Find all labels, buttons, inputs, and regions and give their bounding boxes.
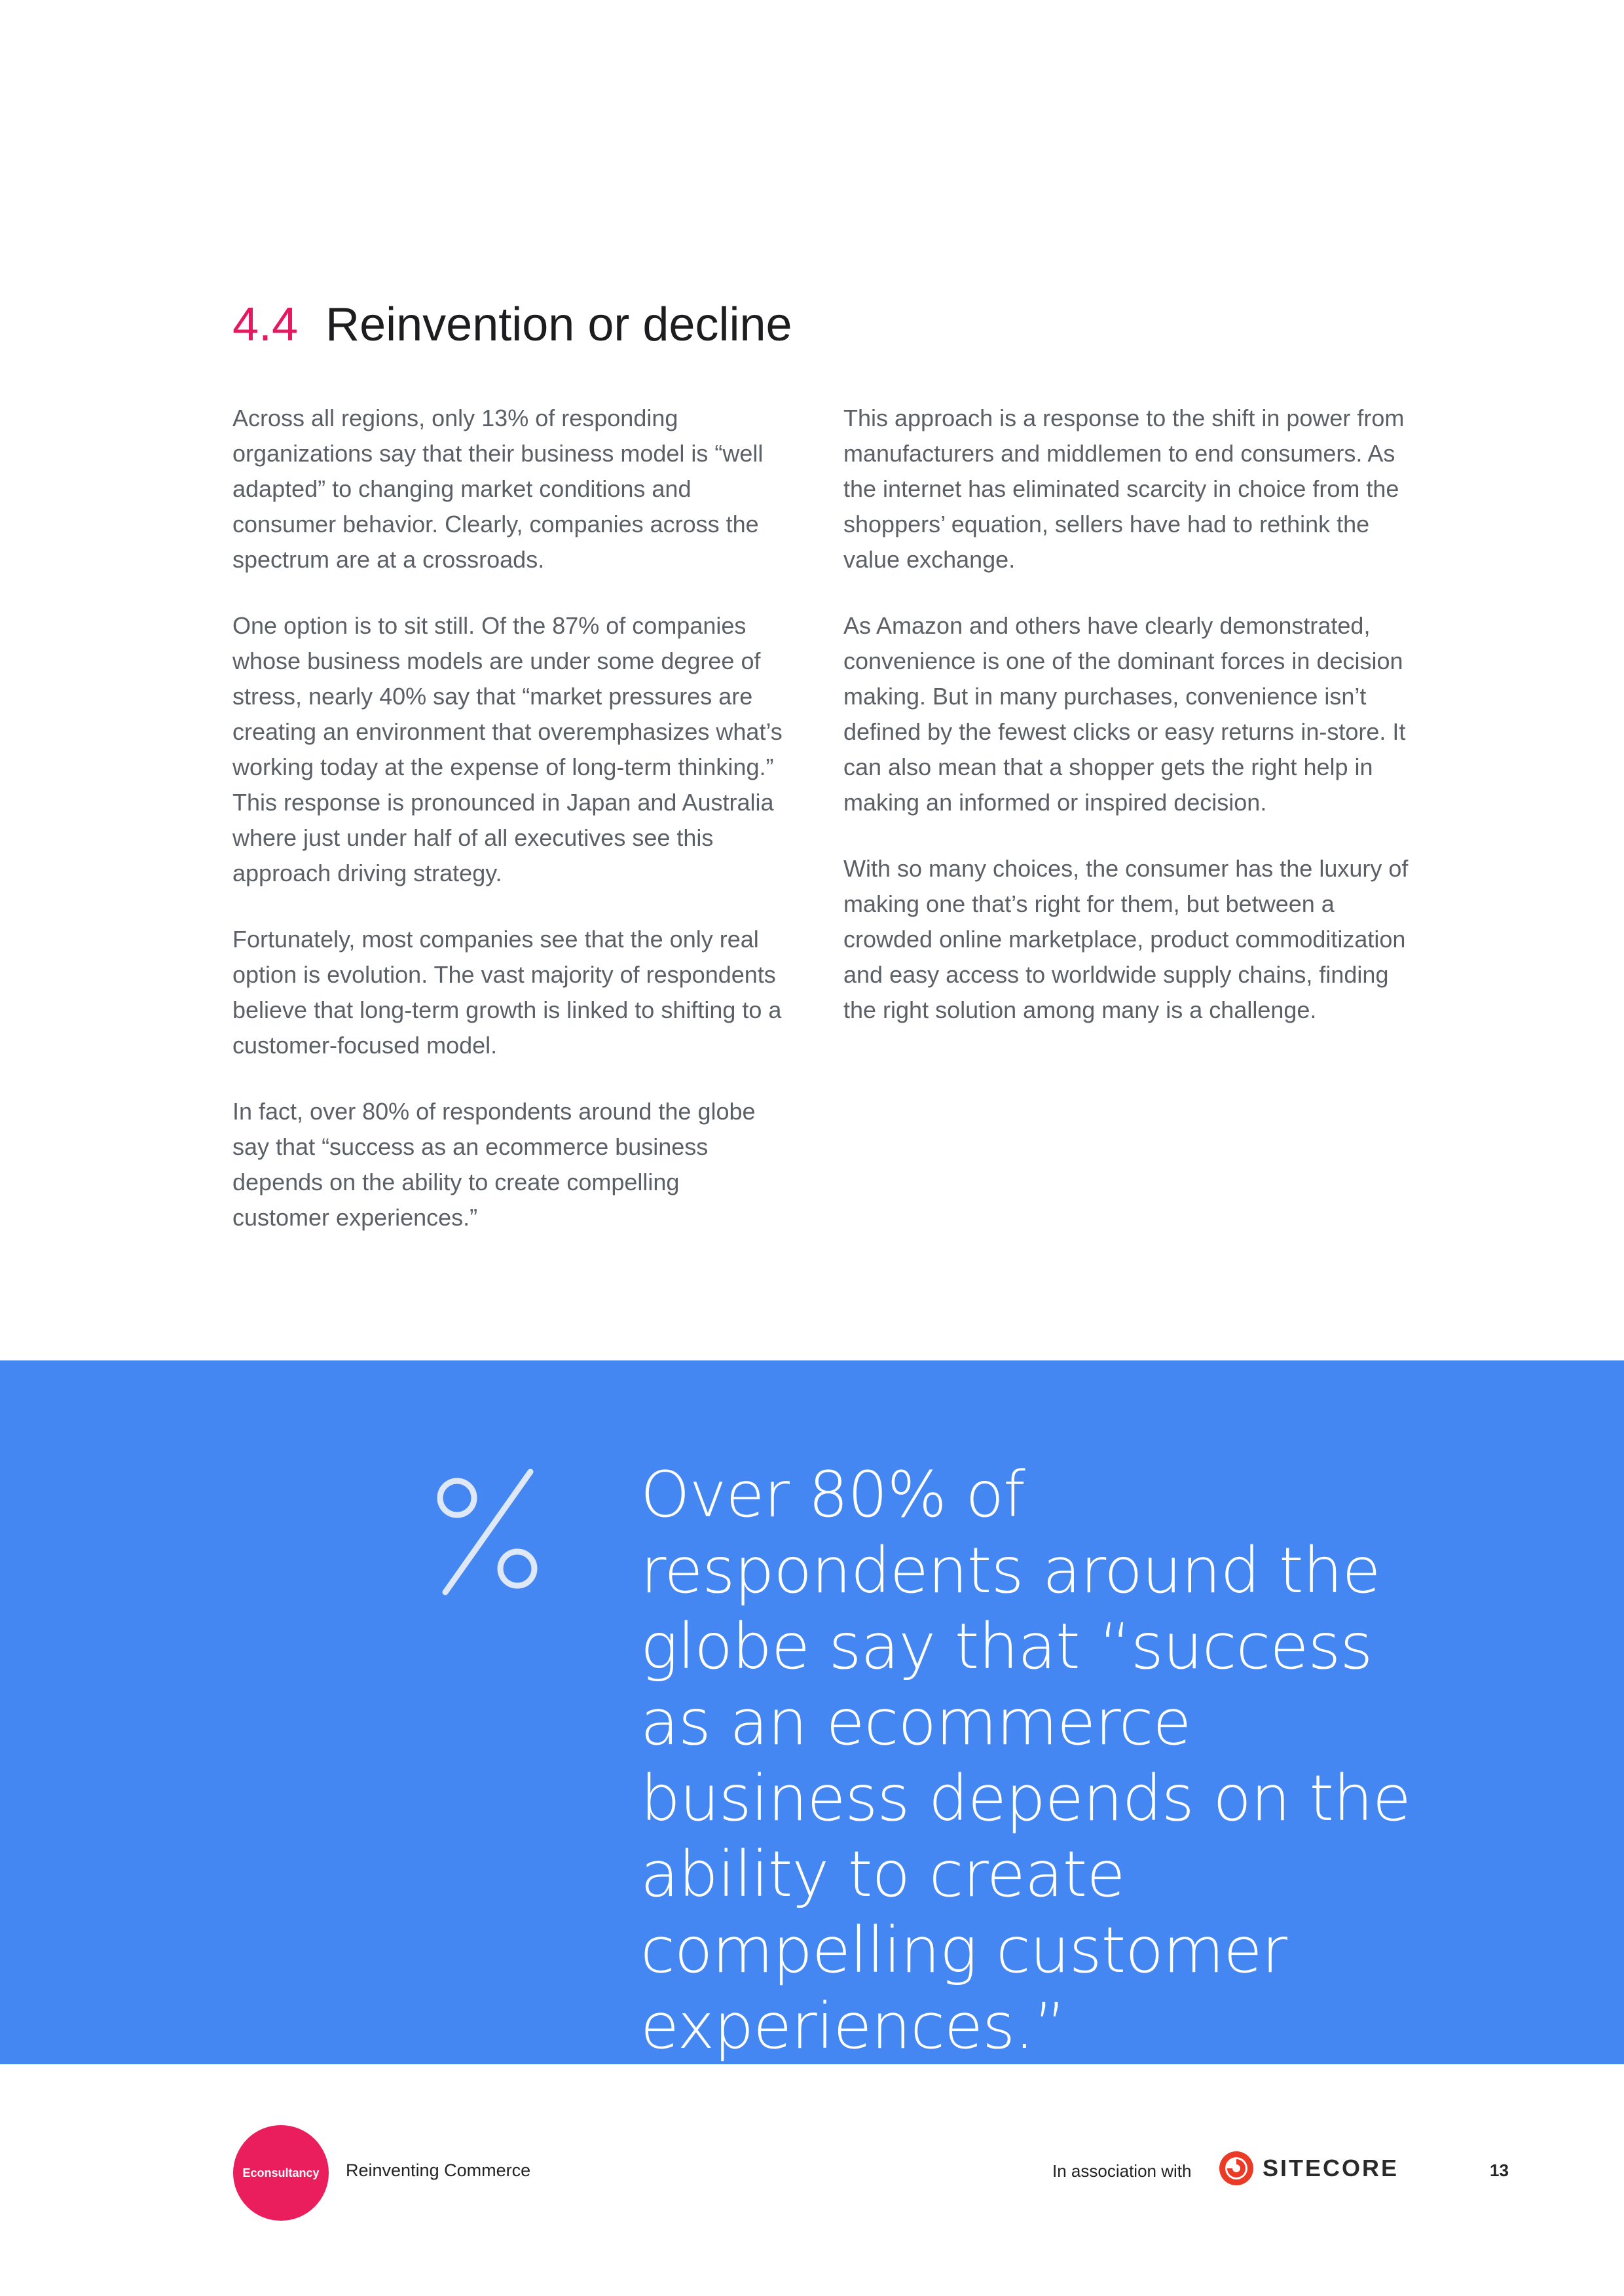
paragraph: One option is to sit still. Of the 87% of companies whose business models are under some degree of stress, nearly 40% say that “market pressures are creating an environment that overemphasizes what’s working today at the expense of long-term thinking.” This response is pronounced in Japan and Australia where just under half of all executives see this approach driving strategy. bbox=[232, 612, 783, 886]
callout-quote bbox=[640, 1457, 1426, 2064]
association-text: In association with bbox=[1052, 2161, 1192, 2181]
right-column bbox=[843, 401, 1413, 1059]
percent-icon bbox=[432, 1467, 544, 1597]
paragraph: With so many choices, the consumer has the luxury of making one that’s right for them, but between a crowded online marketplace, product commoditization and easy access to worldwide supply chains, finding the right solution among many is a challenge. bbox=[843, 855, 1409, 1023]
paragraph: As Amazon and others have clearly demonstrated, convenience is one of the dominant forces in decision making. But in many purchases, convenience isn’t defined by the fewest clicks or easy returns in-store. It can also mean that a shopper gets the right help in making an informed or inspired decision. bbox=[843, 612, 1406, 816]
logo-text: Econsultancy bbox=[242, 2166, 320, 2179]
partner-logo bbox=[1218, 2150, 1399, 2187]
paragraph: This approach is a response to the shift in power from manufacturers and middlemen to end consumers. As the internet has eliminated scarcity in choice from the shoppers’ equation, sellers have had to rethink the value exchange. bbox=[843, 405, 1405, 573]
paragraph: Across all regions, only 13% of responding organizations say that their business model is “well adapted” to changing market conditions and consumer behavior. Clearly, companies across the spectrum are at a crossroads. bbox=[232, 405, 764, 573]
quote-text: Over 80% of respondents around the globe say that “success as an ecommerce business depends on the ability to create compelling customer experiences.” bbox=[640, 1458, 1411, 2063]
partner-name: SITECORE bbox=[1263, 2155, 1399, 2181]
paragraph: In fact, over 80% of respondents around the globe say that “success as an ecommerce business depends on the ability to create compelling customer experiences.” bbox=[232, 1098, 756, 1231]
report-title: Reinventing Commerce bbox=[346, 2160, 531, 2180]
econsultancy-logo bbox=[233, 2125, 329, 2221]
page-number: 13 bbox=[1490, 2160, 1509, 2180]
left-column bbox=[232, 401, 783, 1266]
section-number: 4.4 bbox=[232, 299, 299, 351]
paragraph: Fortunately, most companies see that the only real option is evolution. The vast majority of respondents believe that long-term growth is linked to shifting to a customer-focused model. bbox=[232, 926, 782, 1059]
section-title: Reinvention or decline bbox=[325, 299, 792, 351]
section-heading bbox=[232, 298, 792, 352]
sitecore-logo-icon bbox=[1218, 2150, 1255, 2187]
